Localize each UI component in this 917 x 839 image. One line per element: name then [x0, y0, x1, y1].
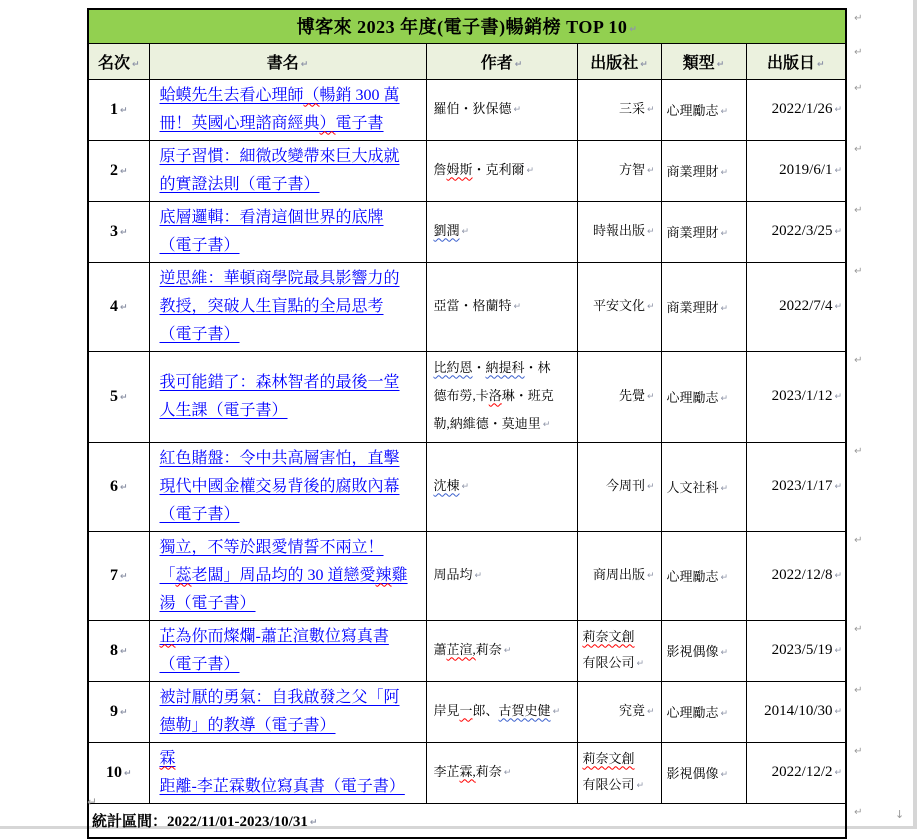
rank-value: 9	[109, 702, 118, 720]
end-of-cell-mark: ↵	[720, 709, 729, 719]
rank-cell	[88, 262, 149, 351]
text-segment: 洛	[488, 387, 502, 403]
type-value: 商業理財	[666, 164, 719, 179]
author-cell	[426, 140, 577, 201]
page-title: 博客來 2023 年度(電子書)暢銷榜 TOP 10	[296, 17, 628, 38]
column-header-label: 名次	[97, 54, 130, 72]
date-value: 2022/12/2	[771, 764, 833, 780]
end-of-cell-mark: ↵	[526, 165, 535, 176]
date-value: 2023/1/17	[771, 478, 833, 494]
text-segment: 李芷	[433, 763, 460, 779]
end-of-cell-mark: ↵	[513, 301, 522, 312]
end-of-cell-mark: ↵	[552, 706, 561, 717]
rank-cell	[88, 442, 149, 531]
end-of-cell-mark: ↵	[503, 767, 512, 778]
end-of-cell-mark: ↵	[834, 571, 843, 581]
column-header-label: 作者	[480, 54, 513, 72]
text-segment: 商周出版	[592, 566, 645, 582]
text-segment: 蕊	[175, 566, 192, 584]
text-segment: 逆思維：華頓商學院最具影響力的教授，突破人生盲點的全局思考（電子書）	[159, 269, 400, 343]
publisher-cell	[577, 262, 661, 351]
text-segment: 莉奈文創	[582, 628, 635, 644]
publisher-cell	[577, 681, 661, 742]
rank-cell	[88, 140, 149, 201]
end-of-cell-mark: ↵	[720, 107, 729, 117]
text-segment: 紅色賭盤：令中共高層害怕，直擊現代中國金權交易背後的腐敗內幕（電子書）	[159, 449, 400, 523]
text-segment: 琳・班克勒,納維德・莫迪里	[433, 387, 554, 431]
end-of-cell-mark: ↵	[716, 59, 725, 70]
text-segment: 一	[459, 702, 473, 718]
end-of-cell-mark: ↵	[646, 391, 655, 402]
end-of-cell-mark: ↵	[834, 768, 843, 778]
table-row	[88, 79, 846, 140]
rank-value: 6	[109, 477, 118, 495]
text-segment: 電子書	[335, 114, 384, 132]
book-title-link[interactable]	[160, 450, 400, 523]
text-segment: 莉奈	[475, 641, 502, 657]
rank-value: 4	[109, 297, 118, 315]
text-segment: 蛤蟆先生去看心理師	[159, 86, 304, 104]
date-value: 2022/3/25	[771, 223, 833, 239]
publish-date-cell	[746, 201, 846, 262]
text-segment: 岸見	[433, 702, 460, 718]
table-footer-row	[88, 803, 846, 838]
end-of-cell-mark: ↵	[119, 571, 128, 582]
publish-date-cell	[746, 531, 846, 620]
author-cell	[426, 201, 577, 262]
end-of-cell-mark: ↵	[629, 25, 638, 36]
type-value: 人文社科	[666, 480, 719, 495]
end-of-cell-mark: ↵	[646, 226, 655, 237]
type-cell	[661, 531, 746, 620]
book-title-link[interactable]	[160, 270, 400, 343]
book-rows	[88, 79, 846, 803]
book-title-cell	[149, 201, 426, 262]
end-of-cell-mark: ↵	[720, 304, 729, 314]
date-value: 2022/12/8	[771, 567, 833, 583]
rank-cell	[88, 201, 149, 262]
table-row	[88, 531, 846, 620]
end-of-row-mark: ↵	[854, 47, 863, 58]
type-value: 心理勵志	[666, 569, 719, 584]
text-segment: 老闆」周品均的 30 道戀愛	[191, 566, 376, 584]
type-cell	[661, 262, 746, 351]
column-header-author	[426, 43, 577, 79]
date-value: 2023/5/19	[771, 642, 833, 658]
type-value: 心理勵志	[666, 705, 719, 720]
publish-date-cell	[746, 140, 846, 201]
text-segment: 姆斯	[446, 161, 473, 177]
text-segment: 莉奈文創	[582, 750, 635, 766]
type-cell	[661, 442, 746, 531]
text-segment: 原子習慣：細微改變帶來巨大成就的實證法則（電子書）	[159, 147, 400, 193]
end-of-cell-mark: ↵	[503, 645, 512, 656]
publish-date-cell	[746, 742, 846, 803]
end-of-cell-mark: ↵	[309, 817, 318, 828]
type-cell	[661, 620, 746, 681]
column-header-book	[149, 43, 426, 79]
end-of-cell-mark: ↵	[720, 573, 729, 583]
window-edge-right	[913, 0, 917, 829]
table-row	[88, 351, 846, 442]
table-row	[88, 620, 846, 681]
publish-date-cell	[746, 79, 846, 140]
text-segment: 詹	[433, 161, 447, 177]
date-value: 2022/1/26	[771, 101, 833, 117]
table-row	[88, 262, 846, 351]
end-of-cell-mark: ↵	[646, 104, 655, 115]
column-header-label: 出版社	[590, 54, 639, 72]
type-cell	[661, 681, 746, 742]
rank-cell	[88, 79, 149, 140]
text-segment: 究竟	[618, 702, 645, 718]
author-cell	[426, 351, 577, 442]
end-of-cell-mark: ↵	[834, 302, 843, 312]
book-title-link[interactable]	[160, 209, 384, 254]
end-of-cell-mark: ↵	[817, 59, 825, 70]
date-value: 2023/1/12	[771, 388, 833, 404]
text-segment: 三采	[618, 100, 645, 116]
date-value: 2022/7/4	[779, 298, 833, 314]
publisher-cell	[577, 201, 661, 262]
text-segment: 芷渲,	[446, 641, 476, 657]
end-of-cell-mark: ↵	[474, 570, 483, 581]
column-header-type	[661, 43, 746, 79]
text-segment: 沈棟	[433, 477, 460, 493]
text-segment: 莉奈	[475, 763, 502, 779]
book-title-link[interactable]	[160, 539, 408, 612]
end-of-row-mark: ↵	[854, 446, 863, 457]
column-header-label: 類型	[682, 54, 715, 72]
end-of-cell-mark: ↵	[636, 658, 645, 669]
text-segment: 為你而燦爛-蕭芷渲數位寫真書（電子書）	[159, 627, 389, 673]
end-of-row-mark: ↵	[854, 746, 863, 757]
text-segment: 霖	[159, 749, 176, 767]
text-segment: 距離-李芷霖數位寫真書（電子書）	[159, 777, 405, 795]
rank-value: 2	[109, 161, 118, 179]
page-bottom-mark: ↓	[895, 808, 905, 821]
end-of-cell-mark: ↵	[646, 165, 655, 176]
text-segment: （	[303, 86, 320, 104]
text-segment: 辣	[375, 566, 392, 584]
end-of-cell-mark: ↵	[646, 301, 655, 312]
table-row	[88, 140, 846, 201]
text-segment: 我可能錯了：森林智者的最後一堂人生課（電子書）	[159, 373, 400, 419]
author-cell	[426, 742, 577, 803]
end-of-cell-mark: ↵	[646, 481, 655, 492]
author-cell	[426, 531, 577, 620]
rank-value: 10	[105, 763, 122, 781]
publish-date-cell	[746, 262, 846, 351]
text-segment: 平安文化	[592, 297, 645, 313]
end-of-cell-mark: ↵	[834, 482, 843, 492]
book-title-cell	[149, 531, 426, 620]
publisher-cell	[577, 79, 661, 140]
end-of-cell-mark: ↵	[834, 105, 843, 115]
publisher-cell	[577, 140, 661, 201]
publisher-cell	[577, 742, 661, 803]
column-header-label: 出版日	[767, 54, 816, 72]
text-segment: 周品均	[433, 566, 473, 582]
text-segment: 劉潤	[433, 222, 460, 238]
end-of-cell-mark: ↵	[119, 646, 128, 657]
end-of-cell-mark: ↵	[720, 168, 729, 178]
date-value: 2014/10/30	[764, 703, 833, 719]
end-of-cell-mark: ↵	[720, 648, 729, 658]
text-segment: 羅伯・狄保德	[433, 100, 512, 116]
end-of-row-mark: ↵	[854, 535, 863, 546]
type-cell	[661, 140, 746, 201]
table-row	[88, 742, 846, 803]
text-segment: ・	[472, 359, 486, 375]
book-title-cell	[149, 262, 426, 351]
end-of-cell-mark: ↵	[119, 302, 128, 313]
end-of-cell-mark: ↵	[646, 570, 655, 581]
book-title-link[interactable]	[160, 628, 389, 673]
book-title-link[interactable]	[160, 148, 400, 193]
end-of-cell-mark: ↵	[119, 707, 128, 718]
column-header-label: 書名	[266, 54, 299, 72]
type-cell	[661, 351, 746, 442]
end-of-cell-mark: ↵	[720, 394, 729, 404]
text-segment: 芷	[159, 627, 176, 645]
publish-date-cell	[746, 620, 846, 681]
author-cell	[426, 620, 577, 681]
rank-value: 7	[109, 566, 118, 584]
text-segment: 先覺	[618, 387, 645, 403]
text-segment: 有限公司	[582, 776, 635, 792]
end-of-row-mark: ↵	[854, 83, 863, 94]
author-cell	[426, 79, 577, 140]
publisher-cell	[577, 351, 661, 442]
stats-period-cell	[88, 803, 846, 838]
rank-cell	[88, 531, 149, 620]
table-row	[88, 201, 846, 262]
end-of-row-mark: ↵	[854, 13, 863, 24]
text-segment: 雞湯（電子書）	[159, 566, 408, 612]
end-of-cell-mark: ↵	[834, 646, 843, 656]
type-cell	[661, 201, 746, 262]
text-segment: 有限公司	[582, 654, 635, 670]
type-value: 商業理財	[666, 225, 719, 240]
text-segment: ・林德布勞,卡	[433, 359, 551, 403]
publisher-cell	[577, 531, 661, 620]
end-of-cell-mark: ↵	[646, 706, 655, 717]
book-title-cell	[149, 351, 426, 442]
book-title-cell	[149, 140, 426, 201]
end-of-row-mark: ↵	[854, 807, 863, 818]
rank-cell	[88, 351, 149, 442]
end-of-cell-mark: ↵	[131, 59, 140, 70]
table-row	[88, 442, 846, 531]
end-of-row-mark: ↵	[854, 144, 863, 155]
text-segment: 暢銷 300 萬冊！英國心理諮商經典	[159, 86, 400, 132]
end-of-cell-mark: ↵	[461, 226, 470, 237]
rank-cell	[88, 681, 149, 742]
author-cell	[426, 262, 577, 351]
end-of-cell-mark: ↵	[119, 482, 128, 493]
text-segment: 蕭	[433, 641, 447, 657]
type-value: 影視偶像	[666, 766, 719, 781]
text-segment: ）	[319, 114, 336, 132]
text-segment: 納提科	[485, 359, 525, 375]
text-segment: 古賀史健	[498, 702, 551, 718]
rank-value: 3	[109, 222, 118, 240]
end-of-cell-mark: ↵	[300, 59, 309, 70]
book-title-link[interactable]	[160, 750, 405, 795]
bestseller-table	[87, 8, 847, 839]
rank-cell	[88, 742, 149, 803]
end-of-cell-mark: ↵	[119, 227, 128, 238]
type-value: 影視偶像	[666, 644, 719, 659]
book-title-cell	[149, 742, 426, 803]
book-title-cell	[149, 79, 426, 140]
book-title-cell	[149, 442, 426, 531]
text-segment: 底層邏輯：看清這個世界的底牌（電子書）	[159, 208, 384, 254]
end-of-cell-mark: ↵	[834, 392, 843, 402]
column-header-publisher	[577, 43, 661, 79]
end-of-cell-mark: ↵	[123, 768, 132, 779]
end-of-cell-mark: ↵	[834, 166, 843, 176]
publisher-cell	[577, 620, 661, 681]
end-of-cell-mark: ↵	[513, 104, 522, 115]
book-title-cell	[149, 681, 426, 742]
end-of-row-mark: ↵	[854, 266, 863, 277]
end-of-cell-mark: ↵	[834, 707, 843, 717]
book-title-link[interactable]	[160, 374, 400, 419]
book-title-link[interactable]	[160, 87, 400, 132]
table-header-row	[88, 43, 846, 79]
rank-cell	[88, 620, 149, 681]
text-segment: 時報出版	[592, 222, 645, 238]
type-value: 商業理財	[666, 300, 719, 315]
end-of-cell-mark: ↵	[834, 227, 843, 237]
table-title-cell	[88, 9, 846, 43]
end-of-cell-mark: ↵	[119, 105, 128, 116]
date-value: 2019/6/1	[779, 162, 833, 178]
type-value: 心理勵志	[666, 103, 719, 118]
end-of-cell-mark: ↵	[514, 59, 523, 70]
text-segment: 霖,	[459, 763, 476, 779]
column-header-rank	[88, 43, 149, 79]
end-of-cell-mark: ↵	[720, 484, 729, 494]
end-of-row-mark: ↵	[854, 205, 863, 216]
author-cell	[426, 442, 577, 531]
end-of-cell-mark: ↵	[636, 780, 645, 791]
publish-date-cell	[746, 351, 846, 442]
publish-date-cell	[746, 442, 846, 531]
text-segment: ・克利爾	[472, 161, 525, 177]
end-of-row-mark: ↵	[854, 624, 863, 635]
rank-value: 5	[109, 387, 118, 405]
text-segment: 亞當・格蘭特	[433, 297, 512, 313]
end-of-cell-mark: ↵	[720, 770, 729, 780]
rank-value: 1	[109, 100, 118, 118]
column-header-date	[746, 43, 846, 79]
end-of-cell-mark: ↵	[119, 392, 128, 403]
end-of-row-mark: ↵	[854, 685, 863, 696]
end-of-cell-mark: ↵	[119, 166, 128, 177]
text-segment: 郎、	[472, 702, 499, 718]
text-segment: 被討厭的勇氣：自我啟發之父「阿德勒」的教導（電子書）	[159, 688, 400, 734]
book-title-cell	[149, 620, 426, 681]
text-segment: 方智	[618, 161, 645, 177]
text-segment: 比約恩	[433, 359, 473, 375]
author-cell	[426, 681, 577, 742]
text-segment: 獨立，不等於跟愛情誓不兩立！「	[159, 538, 384, 584]
end-of-cell-mark: ↵	[461, 481, 470, 492]
end-of-cell-mark: ↵	[542, 419, 551, 430]
type-value: 心理勵志	[666, 390, 719, 405]
end-of-cell-mark: ↵	[640, 59, 648, 70]
publish-date-cell	[746, 681, 846, 742]
stats-period-text: 統計區間：2022/11/01-2023/10/31	[92, 813, 308, 830]
end-of-row-mark: ↵	[854, 355, 863, 366]
table-title-row	[88, 9, 846, 43]
table-row	[88, 681, 846, 742]
type-cell	[661, 79, 746, 140]
paragraph-mark: ↵	[87, 795, 98, 809]
book-title-link[interactable]	[160, 689, 400, 734]
type-cell	[661, 742, 746, 803]
publisher-cell	[577, 442, 661, 531]
rank-value: 8	[109, 641, 118, 659]
end-of-cell-mark: ↵	[720, 229, 729, 239]
text-segment: 今周刊	[605, 477, 645, 493]
